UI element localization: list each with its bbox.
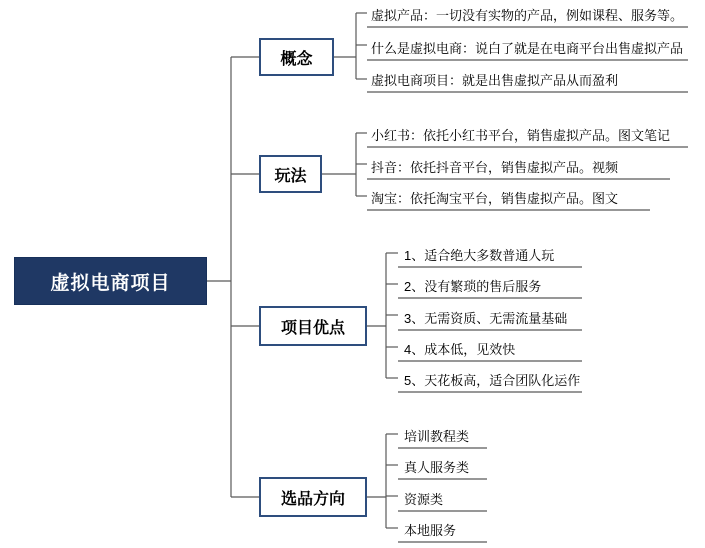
leaf-node[interactable]: 真人服务类: [404, 459, 470, 475]
leaf-node[interactable]: 2、没有繁琐的售后服务: [404, 278, 542, 294]
leaf-node[interactable]: 什么是虚拟电商：说白了就是在电商平台出售虚拟产品: [371, 40, 684, 56]
branch-node-advantages[interactable]: 项目优点: [259, 306, 367, 346]
leaf-node[interactable]: 5、天花板高，适合团队化运作: [404, 372, 581, 388]
leaf-node[interactable]: 资源类: [404, 491, 444, 507]
leaf-node[interactable]: 本地服务: [404, 522, 457, 538]
leaf-node[interactable]: 抖音：依托抖音平台，销售虚拟产品。视频: [371, 159, 619, 175]
leaf-node[interactable]: 淘宝：依托淘宝平台，销售虚拟产品。图文: [371, 190, 619, 206]
leaf-node[interactable]: 1、适合绝大多数普通人玩: [404, 247, 555, 263]
leaf-node[interactable]: 小红书：依托小红书平台，销售虚拟产品。图文笔记: [371, 127, 671, 143]
branch-node-gameplay[interactable]: 玩法: [259, 155, 322, 193]
branch-node-selection[interactable]: 选品方向: [259, 477, 367, 517]
leaf-node[interactable]: 虚拟产品：一切没有实物的产品，例如课程、服务等。: [371, 7, 684, 23]
root-node[interactable]: 虚拟电商项目: [14, 257, 207, 305]
leaf-node[interactable]: 虚拟电商项目：就是出售虚拟产品从而盈利: [371, 72, 619, 88]
leaf-node[interactable]: 4、成本低，见效快: [404, 341, 516, 357]
branch-node-concept[interactable]: 概念: [259, 38, 334, 76]
leaf-node[interactable]: 3、无需资质、无需流量基础: [404, 310, 568, 326]
leaf-node[interactable]: 培训教程类: [404, 428, 470, 444]
